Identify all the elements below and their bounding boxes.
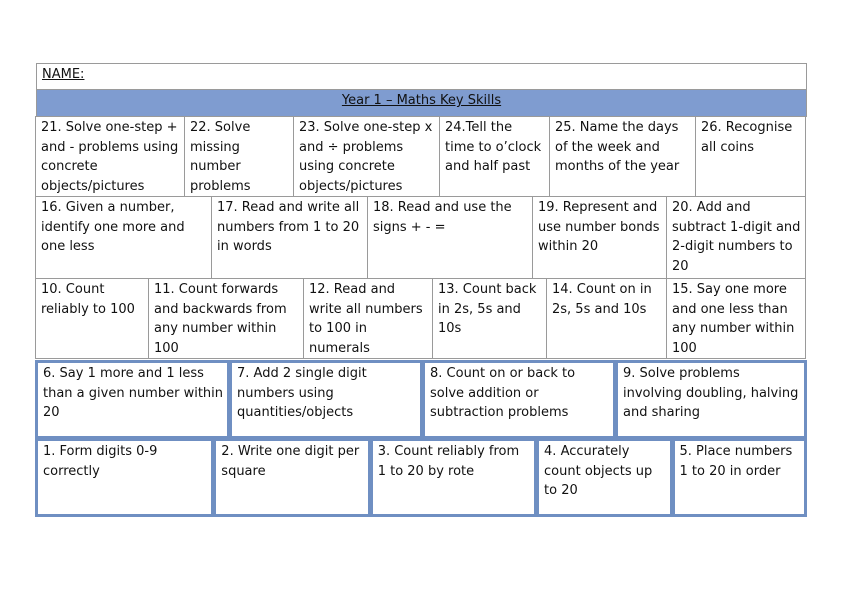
skill-cell-7: 7. Add 2 single digit numbers using quantities/objects: [229, 360, 423, 439]
skill-cell-16: 16. Given a number, identify one more and one less: [35, 196, 212, 279]
skills-row-21-26: [36, 117, 807, 197]
name-field[interactable]: [36, 63, 807, 90]
skill-cell-19: 19. Represent and use number bonds within 20: [532, 196, 667, 279]
skill-cell-17: 17. Read and write all numbers from 1 to 20 in words: [211, 196, 368, 279]
skills-row-1-5: [36, 439, 807, 517]
skill-cell-11: 11. Count forwards and backwards from any number within 100: [148, 278, 304, 359]
name-label: NAME:: [42, 67, 85, 82]
sheet-title: Year 1 – Maths Key Skills: [341, 93, 502, 108]
title-band: [36, 90, 807, 117]
skill-cell-8: 8. Count on or back to solve addition or subtraction problems: [422, 360, 616, 439]
skill-cell-21: 21. Solve one-step + and - problems using concrete objects/pictures: [35, 116, 185, 197]
skill-cell-12: 12. Read and write all numbers to 100 in numerals: [303, 278, 433, 359]
skills-row-16-20: [36, 197, 807, 279]
skill-cell-5: 5. Place numbers 1 to 20 in order: [672, 438, 807, 517]
skill-cell-14: 14. Count on in 2s, 5s and 10s: [546, 278, 667, 359]
skill-cell-13: 13. Count back in 2s, 5s and 10s: [432, 278, 547, 359]
skill-cell-23: 23. Solve one-step x and ÷ problems using concrete objects/pictures: [293, 116, 440, 197]
skill-cell-9: 9. Solve problems involving doubling, halving and sharing: [615, 360, 807, 439]
skill-cell-3: 3. Count reliably from 1 to 20 by rote: [370, 438, 537, 517]
skill-cell-22: 22. Solve missing number problems: [184, 116, 294, 197]
skill-cell-10: 10. Count reliably to 100: [35, 278, 149, 359]
skill-cell-4: 4. Accurately count objects up to 20: [536, 438, 672, 517]
skill-cell-24: 24.Tell the time to o’clock and half past: [439, 116, 550, 197]
skills-row-10-15: [36, 279, 807, 359]
skill-cell-1: 1. Form digits 0-9 correctly: [35, 438, 214, 517]
skill-cell-6: 6. Say 1 more and 1 less than a given number within 20: [35, 360, 230, 439]
key-skills-sheet: [36, 63, 807, 517]
skill-cell-15: 15. Say one more and one less than any number within 100: [666, 278, 806, 359]
skill-cell-18: 18. Read and use the signs + - =: [367, 196, 533, 279]
skill-cell-26: 26. Recognise all coins: [695, 116, 806, 197]
skills-row-6-9: [36, 361, 807, 439]
skill-cell-20: 20. Add and subtract 1-digit and 2-digit numbers to 20: [666, 196, 806, 279]
skill-cell-2: 2. Write one digit per square: [213, 438, 370, 517]
skill-cell-25: 25. Name the days of the week and months of the year: [549, 116, 696, 197]
